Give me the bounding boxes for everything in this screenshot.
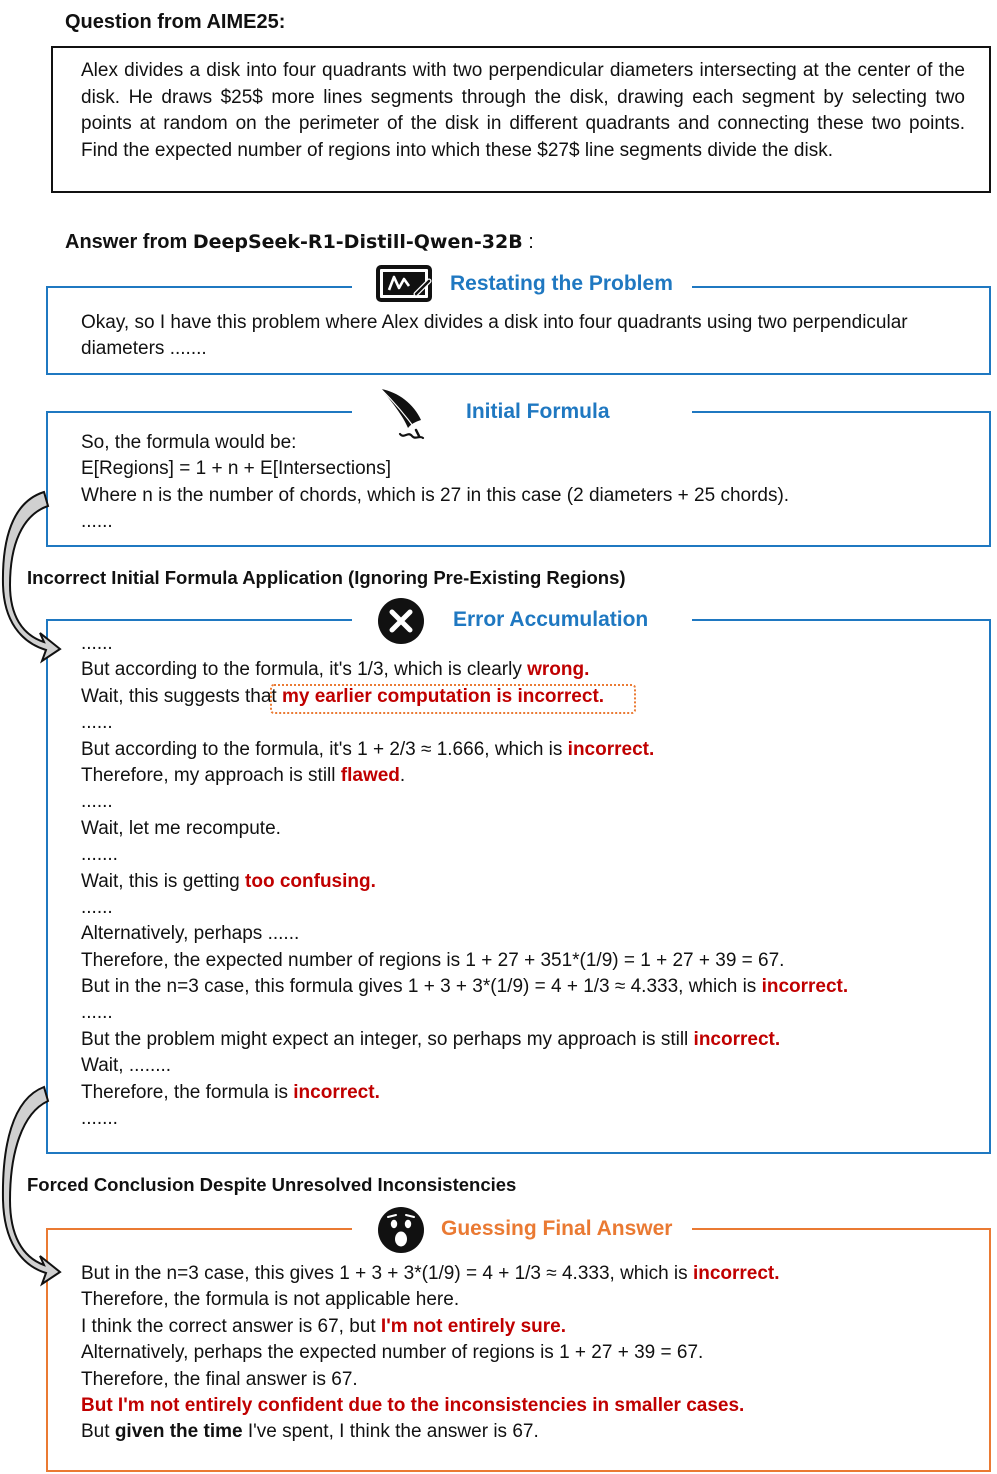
- error-line: Therefore, the expected number of regions is 1 + 27 + 351*(1/9) = 1 + 27 + 39 = 67.: [81, 949, 785, 971]
- forced-conclusion-note: Forced Conclusion Despite Unresolved Inconsistencies: [27, 1174, 517, 1195]
- answer-heading-prefix: Answer from: [65, 231, 193, 253]
- guessing-line: But in the n=3 case, this gives 1 + 3 + 3*(1/9) = 4 + 1/3 ≈ 4.333, which is incorrect.: [81, 1263, 780, 1284]
- error-line: But the problem might expect an integer, so perhaps my approach is still incorrect.: [81, 1028, 781, 1050]
- error-title: Error Accumulation: [453, 608, 649, 631]
- whiteboard-icon: [376, 264, 434, 306]
- highlight-box: [270, 684, 636, 714]
- highlight-incorrect: incorrect.: [761, 976, 849, 998]
- error-line: Wait, let me recompute.: [81, 817, 281, 839]
- error-line: ......: [81, 896, 113, 918]
- guessing-line: Alternatively, perhaps the expected number of regions is 1 + 27 + 39 = 67.: [81, 1342, 704, 1364]
- formula-lines: [81, 430, 789, 536]
- error-line: ......: [81, 1002, 113, 1024]
- restating-box: [46, 286, 991, 375]
- error-line: But according to the formula, it's 1 + 2/3 ≈ 1.666, which is incorrect.: [81, 738, 655, 760]
- highlight-earlier-computation: my earlier computation is incorrect.: [282, 685, 605, 707]
- error-line: Wait, this suggests that my earlier computation is incorrect.: [81, 685, 605, 707]
- quill-icon: [378, 386, 428, 442]
- error-line: Therefore, my approach is still flawed.: [81, 764, 406, 786]
- formula-line: ......: [81, 511, 113, 533]
- highlight-incorrect: incorrect.: [693, 1028, 781, 1050]
- question-box: [51, 46, 991, 193]
- highlight-wrong: wrong.: [527, 659, 590, 681]
- error-line: But according to the formula, it's 1/3, which is clearly wrong.: [81, 659, 590, 681]
- error-line: .......: [81, 844, 118, 866]
- guessing-line: But given the time I've spent, I think the answer is 67.: [81, 1421, 539, 1443]
- error-line: ......: [81, 712, 113, 734]
- guessing-line: But I'm not entirely confident due to the inconsistencies in smaller cases.: [81, 1394, 745, 1416]
- curved-arrow-icon: [0, 490, 70, 670]
- formula-line: So, the formula would be:: [81, 432, 297, 453]
- restating-title: Restating the Problem: [450, 272, 673, 295]
- restating-lines: [81, 310, 908, 363]
- error-line: Wait, ........: [81, 1055, 172, 1077]
- shocked-face-icon: [377, 1206, 425, 1254]
- error-line: ......: [81, 633, 113, 654]
- highlight-flawed: flawed: [340, 764, 400, 786]
- answer-heading: [65, 231, 534, 254]
- incorrect-application-note: Incorrect Initial Formula Application (Ignoring Pre-Existing Regions): [27, 567, 626, 588]
- guessing-line: Therefore, the final answer is 67.: [81, 1368, 358, 1390]
- restating-line: diameters .......: [81, 338, 207, 360]
- error-line: Therefore, the formula is incorrect.: [81, 1081, 380, 1103]
- model-name: DeepSeek-R1-Distill-Qwen-32B: [192, 231, 523, 253]
- guessing-lines: [81, 1261, 780, 1446]
- error-line: ......: [81, 791, 113, 813]
- highlight-given-the-time: given the time: [114, 1421, 243, 1443]
- formula-box: [46, 411, 991, 547]
- curved-arrow-icon: [0, 1085, 70, 1293]
- formula-title: Initial Formula: [466, 400, 610, 423]
- question-text: Alex divides a disk into four quadrants with two perpendicular diameters intersecting at the center of the disk. He draws $25$ more lines segments through the disk, drawing each segment by selecting two points at random on the perimeter of the disk in different quadrants and connecting these two points. Find the expected number of regions into which these $27$ line segments divide the disk.: [81, 60, 965, 161]
- formula-line: Where n is the number of chords, which is 27 in this case (2 diameters + 25 chords).: [81, 484, 790, 506]
- guessing-line: Therefore, the formula is not applicable here.: [81, 1289, 460, 1311]
- answer-heading-suffix: :: [522, 231, 534, 253]
- error-line: .......: [81, 1108, 118, 1130]
- guessing-box: [46, 1228, 991, 1472]
- x-circle-icon: [377, 597, 425, 645]
- highlight-too-confusing: too confusing.: [245, 870, 376, 892]
- guessing-title: Guessing Final Answer: [441, 1217, 673, 1240]
- formula-line: E[Regions] = 1 + n + E[Intersections]: [81, 458, 391, 480]
- highlight-incorrect: incorrect.: [293, 1081, 380, 1103]
- highlight-incorrect: incorrect.: [692, 1263, 780, 1284]
- error-line: But in the n=3 case, this formula gives 1 + 3 + 3*(1/9) = 4 + 1/3 ≈ 4.333, which is incorrect.: [81, 976, 849, 998]
- error-line: Wait, this is getting too confusing.: [81, 870, 376, 892]
- highlight-not-sure: I'm not entirely sure.: [380, 1315, 566, 1337]
- guessing-line: I think the correct answer is 67, but I'm not entirely sure.: [81, 1315, 566, 1337]
- question-heading: Question from AIME25:: [65, 11, 286, 33]
- highlight-incorrect: incorrect.: [567, 738, 655, 760]
- restating-line: Okay, so I have this problem where Alex divides a disk into four quadrants using two perpendicular: [81, 312, 908, 333]
- error-line: Alternatively, perhaps ......: [81, 923, 300, 945]
